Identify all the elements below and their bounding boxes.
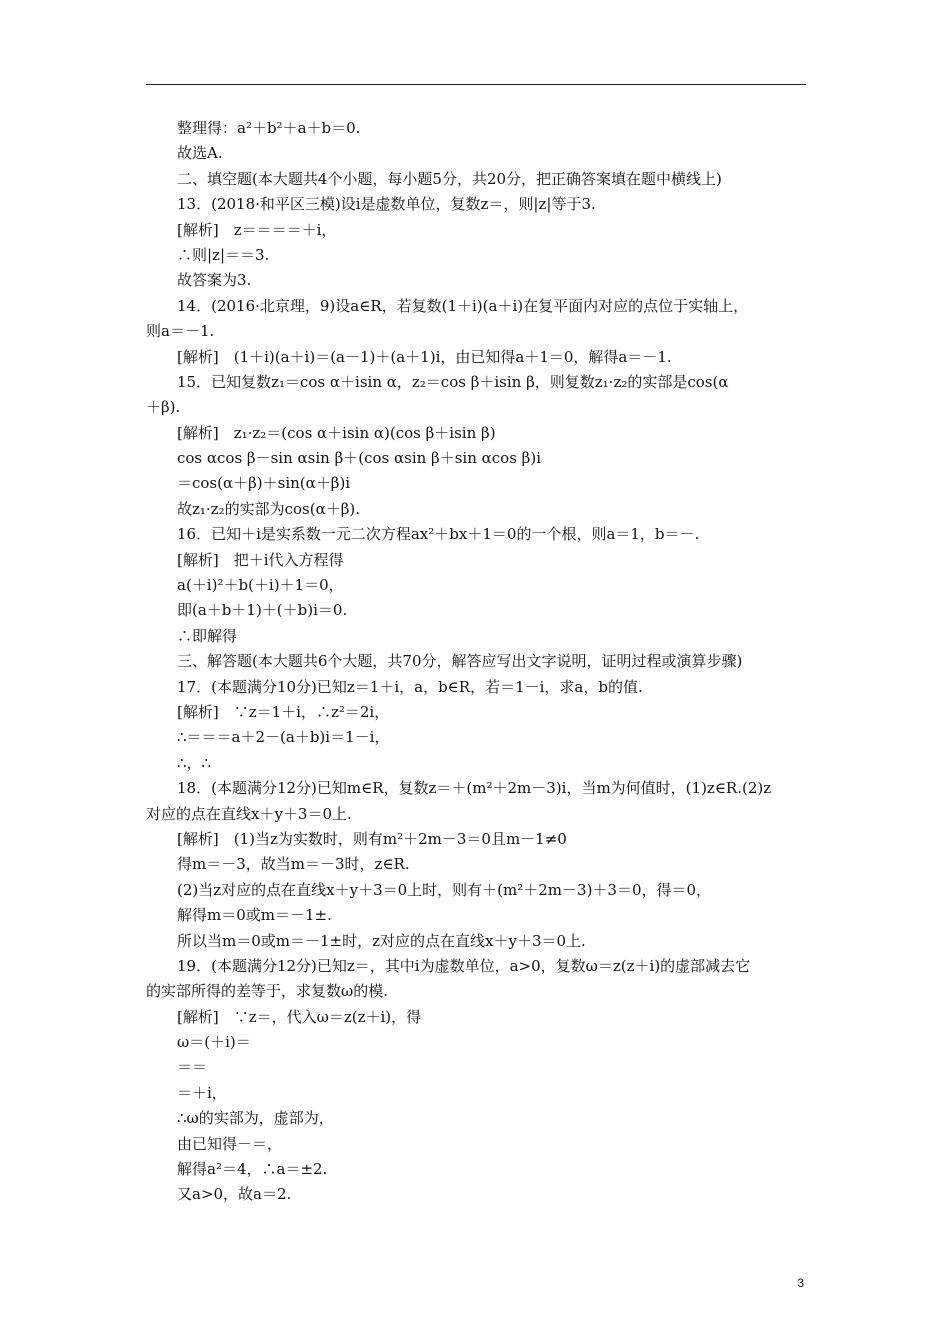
text-line: ∴则|z|＝＝3.	[177, 245, 270, 264]
text-line: cos αcos β－sin αsin β＋(cos αsin β＋sin αcos β)i	[177, 449, 541, 468]
text-line: ＝＋i，	[177, 1083, 227, 1102]
text-line: [解析] z₁·z₂＝(cos α＋isin α)(cos β＋isin β)	[177, 423, 496, 442]
text-line: ∴即解得	[177, 626, 238, 645]
text-line: 故答案为3.	[177, 271, 252, 290]
text-line: 16．已知＋i是实系数一元二次方程ax²＋bx＋1＝0的一个根，则a＝1，b＝－.	[177, 525, 700, 544]
text-line: ω＝(＋i)＝	[177, 1033, 251, 1052]
text-line: [解析] 把＋i代入方程得	[177, 550, 344, 569]
text-line: 整理得：a²＋b²＋a＋b＝0.	[177, 119, 361, 137]
text-line: ∴＝＝＝a＋2－(a＋b)i＝1－i，	[177, 728, 390, 747]
text-line: 17．(本题满分10分)已知z＝1＋i，a，b∈R，若＝1－i，求a，b的值.	[177, 677, 643, 696]
text-line: 13．(2018·和平区三模)设i是虚数单位，复数z＝，则|z|等于3.	[177, 195, 596, 214]
text-line: 解得a²＝4，∴a＝±2.	[177, 1160, 328, 1179]
text-line: 即(a＋b＋1)＋(＋b)i＝0.	[177, 601, 348, 620]
text-line: 得m＝－3，故当m＝－3时，z∈R.	[177, 855, 410, 874]
text-line: ∴，∴	[177, 753, 212, 772]
text-line: ＝cos(α＋β)＋sin(α＋β)i	[177, 474, 351, 493]
text-line: 15．已知复数z₁＝cos α＋isin α，z₂＝cos β＋isin β，则复数z₁·z₂的实部是cos(α	[177, 372, 729, 391]
text-line: [解析] (1)当z为实数时，则有m²＋2m－3＝0且m－1≠0	[177, 829, 567, 848]
text-line: 由已知得－＝，	[177, 1134, 283, 1153]
text-line: [解析] ∵z＝，代入ω＝z(z＋i)，得	[177, 1007, 422, 1026]
text-line: 故选A.	[177, 144, 223, 163]
text-line: [解析] ∵z＝1＋i，∴z²＝2i，	[177, 702, 390, 721]
text-line: ＋β).	[146, 398, 181, 417]
text-line: a(＋i)²＋b(＋i)＋1＝0，	[177, 576, 344, 595]
text-line: 18．(本题满分12分)已知m∈R，复数z＝＋(m²＋2m－3)i，当m为何值时，(1)z∈R.(2)z	[177, 779, 772, 798]
text-line: (2)当z对应的点在直线x＋y＋3＝0上时，则有＋(m²＋2m－3)＋3＝0，得＝0，	[177, 880, 712, 899]
header-rule	[146, 84, 806, 85]
text-line: [解析] z＝＝＝＝＋i，	[177, 220, 337, 239]
text-line: 二、填空题(本大题共4个小题，每小题5分，共20分，把正确答案填在题中横线上)	[177, 169, 722, 188]
text-line: 则a＝－1.	[146, 322, 215, 341]
text-line: [解析] (1＋i)(a＋i)＝(a－1)＋(a＋1)i，由已知得a＋1＝0，解得a＝－1.	[177, 347, 672, 366]
text-line: ＝＝	[177, 1058, 208, 1077]
text-line: 的实部所得的差等于，求复数ω的模.	[146, 982, 389, 1001]
text-line: 对应的点在直线x＋y＋3＝0上.	[146, 804, 352, 823]
text-line: 三、解答题(本大题共6个大题，共70分，解答应写出文字说明，证明过程或演算步骤)	[177, 652, 743, 671]
text-line: ∴ω的实部为，虚部为，	[177, 1109, 334, 1128]
text-line: 19．(本题满分12分)已知z＝，其中i为虚数单位，a>0，复数ω＝z(z＋i)的虚部减去它	[177, 956, 751, 975]
document-body	[146, 116, 806, 1208]
text-line: 又a>0，故a＝2.	[177, 1185, 292, 1204]
text-line: 解得m＝0或m＝－1±.	[177, 906, 332, 925]
text-line: 故z₁·z₂的实部为cos(α＋β).	[177, 499, 361, 518]
text-line: 14．(2016·北京理，9)设a∈R，若复数(1＋i)(a＋i)在复平面内对应的点位于实轴上，	[177, 296, 749, 315]
text-line: 所以当m＝0或m＝－1±时，z对应的点在直线x＋y＋3＝0上.	[177, 931, 586, 950]
page-number: 3	[797, 1276, 804, 1290]
